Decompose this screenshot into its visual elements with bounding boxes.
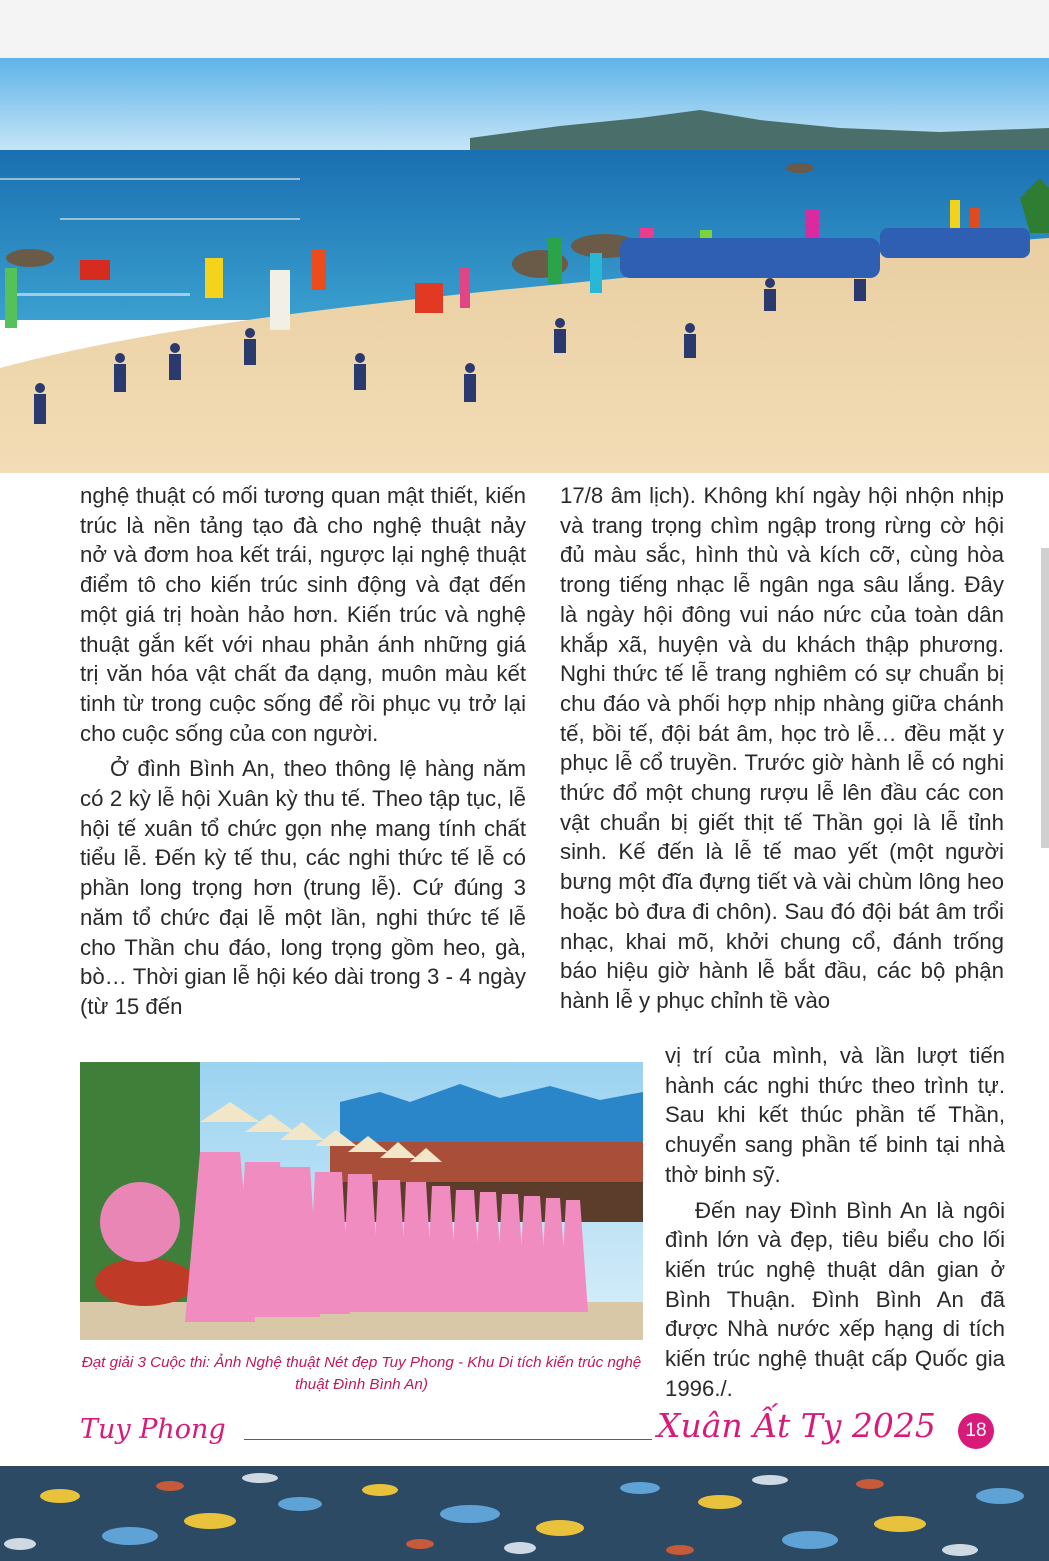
top-margin [0, 0, 1049, 58]
article-right-column-lower [665, 1041, 1005, 1403]
beach-festival-photo [0, 58, 1049, 473]
page-number: 18 [958, 1413, 994, 1449]
article-left-column [80, 481, 526, 1022]
paragraph: nghệ thuật có mối tương quan mật thiết, kiến trúc là nền tảng tạo đà cho nghệ thuật nảy nở và đơm hoa kết trái, ngược lại nghệ thuật điểm tô cho kiến trúc sinh động và đạt đến một giá trị hoàn hảo hơn. Kiến trúc và nghệ thuật gắn kết với nhau phản ánh những giá trị văn hóa vật chất đa dạng, muôn màu kết tinh từ trong cuộc sống để rồi phục vụ trở lại cho cuộc sống của con người. [80, 483, 526, 746]
photo-caption: Đạt giải 3 Cuộc thi: Ảnh Nghệ thuật Nét đẹp Tuy Phong - Khu Di tích kiến trúc nghệ thuật Đình Bình An) [81, 1354, 642, 1393]
paragraph: Đến nay Đình Bình An là ngôi đình lớn và đẹp, tiêu biểu cho lối kiến trúc nghệ thuật dân gian ở Bình Thuận. Đình Bình An đã được Nhà nước xếp hạng di tích kiến trúc nghệ thuật cấp Quốc gia 1996./. [665, 1197, 1005, 1401]
article-right-column [560, 481, 1004, 1016]
footer-brand: Tuy Phong [80, 1414, 226, 1445]
pink-ao-dai-photo [80, 1062, 643, 1340]
page-edge-tab [1041, 548, 1049, 848]
paragraph: vị trí của mình, và lần lượt tiến hành các nghi thức theo trình tự. Sau khi kết thúc phần tế Thần, chuyển sang phần tế binh tại nhà thờ binh sỹ. [665, 1043, 1005, 1187]
pebble-beach-strip [0, 1466, 1049, 1561]
issue-title: Xuân Ất Tỵ 2025 [657, 1406, 936, 1445]
footer-divider [244, 1439, 652, 1440]
paragraph: 17/8 âm lịch). Không khí ngày hội nhộn nhịp và trang trọng chìm ngập trong rừng cờ hội đủ màu sắc, hình thù và kích cỡ, cùng hòa trong tiếng nhạc lễ ngân nga sâu lắng. Đây là ngày hội đông vui náo nức của toàn dân khắp xã, huyện và du khách thập phương. Nghi thức tế lễ trang nghiêm có sự chuẩn bị chu đáo và phối hợp nhịp nhàng giữa chánh tế, bồi tế, đội bát âm, học trò lễ… đều mặt y phục lễ cổ truyền. Trước giờ hành lễ có nghi thức đổ một chung rượu lễ lên đầu các con vật chuẩn bị giết thịt tế Thần gọi là lễ tỉnh sinh. Kế đến là lễ tế mao yết (một người bưng một đĩa đựng tiết và vài chùm lông heo hoặc bò đưa đi chôn). Sau đó đội bát âm trổi nhạc, khai mõ, khởi chung cổ, đánh trống báo hiệu giờ hành lễ bắt đầu, các bộ phận hành lễ y phục chỉnh tề vào [560, 483, 1004, 1013]
paragraph: Ở đình Bình An, theo thông lệ hàng năm có 2 kỳ lễ hội Xuân kỳ thu tế. Theo tập tục, lễ hội tế xuân tổ chức gọn nhẹ mang tính chất tiểu lễ. Đến kỳ tế thu, các nghi thức tế lễ có phần long trọng hơn (trung lễ). Cứ đúng 3 năm tổ chức đại lễ một lần, nghi thức tế lễ cho Thần chu đáo, long trọng gồm heo, gà, bò… Thời gian lễ hội kéo dài trong 3 - 4 ngày (từ 15 đến [80, 756, 526, 1019]
